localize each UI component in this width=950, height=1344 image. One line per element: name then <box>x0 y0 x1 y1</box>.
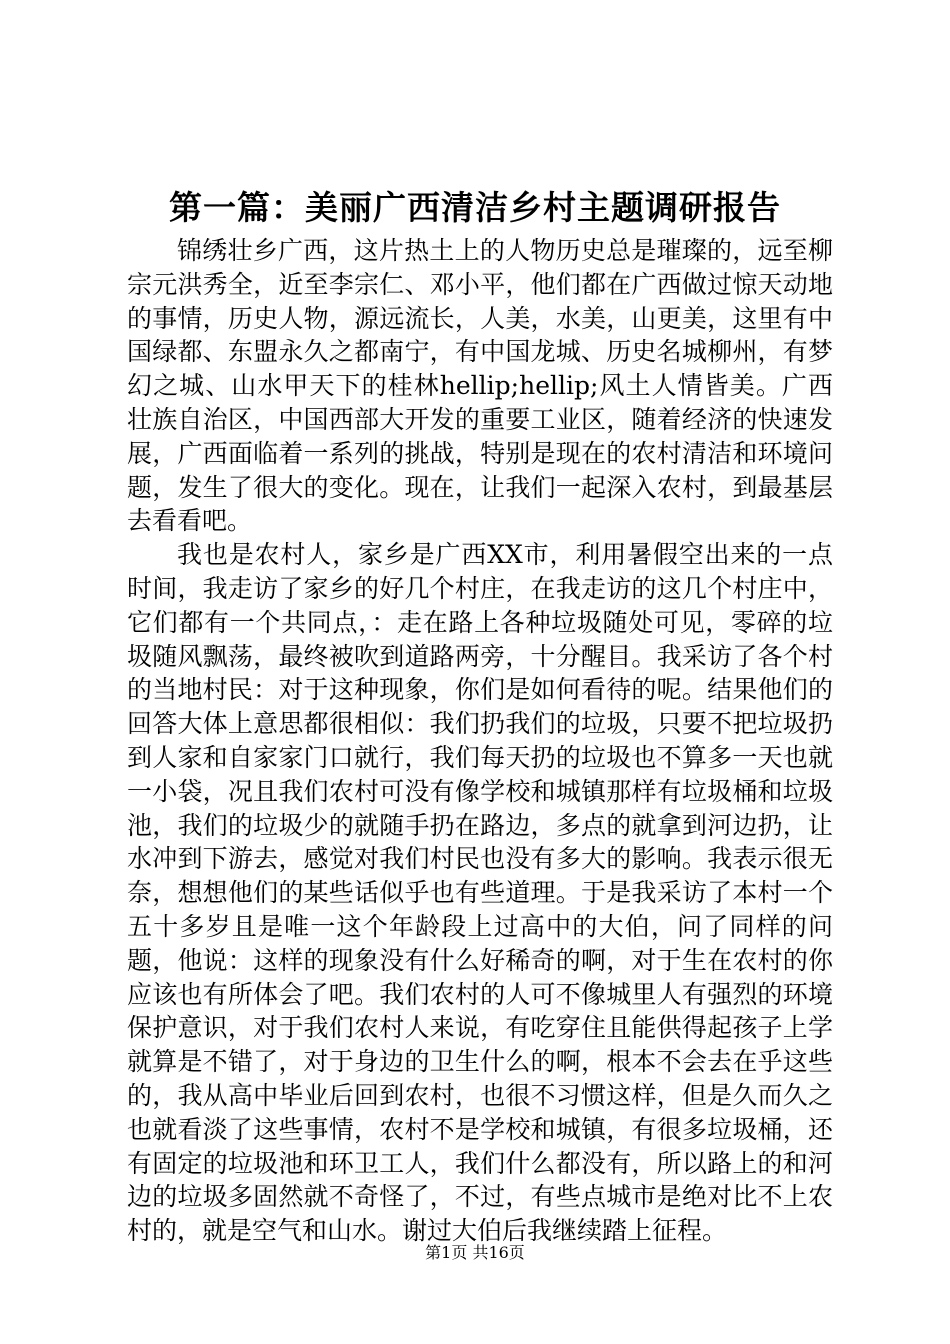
body-paragraph-1: 锦绣壮乡广西，这片热土上的人物历史总是璀璨的，远至柳宗元洪秀全，近至李宗仁、邓小平，他们都在广西做过惊天动地的事情，历史人物，源远流长，人美，水美，山更美，这里有中国绿都、东盟永久之都南宁，有中国龙城、历史名城柳州，有梦幻之城、山水甲天下的桂林hellip;hellip;风土人情皆美。广西壮族自治区，中国西部大开发的重要工业区，随着经济的快速发展，广西面临着一系列的挑战，特别是现在的农村清洁和环境问题，发生了很大的变化。现在，让我们一起深入农村，到最基层去看看吧。 <box>127 236 833 536</box>
document-title: 第一篇：美丽广西清洁乡村主题调研报告 <box>169 188 781 227</box>
page-number-footer: 第1页 共16页 <box>425 1243 525 1262</box>
document-body <box>127 234 833 1248</box>
body-paragraph-2: 我也是农村人，家乡是广西XX市，利用暑假空出来的一点时间，我走访了家乡的好几个村庄，在我走访的这几个村庄中，它们都有一个共同点，：走在路上各种垃圾随处可见，零碎的垃圾随风飘荡，最终被吹到道路两旁，十分醒目。我采访了各个村的当地村民：对于这种现象，你们是如何看待的呢。结果他们的回答大体上意思都很相似：我们扔我们的垃圾，只要不把垃圾扔到人家和自家家门口就行，我们每天扔的垃圾也不算多一天也就一小袋，况且我们农村可没有像学校和城镇那样有垃圾桶和垃圾池，我们的垃圾少的就随手扔在路边，多点的就拿到河边扔，让水冲到下游去，感觉对我们村民也没有多大的影响。我表示很无奈，想想他们的某些话似乎也有些道理。于是我采访了本村一个五十多岁且是唯一这个年龄段上过高中的大伯，问了同样的问题，他说：这样的现象没有什么好稀奇的啊，对于生在农村的你应该也有所体会了吧。我们农村的人可不像城里人有强烈的环境保护意识，对于我们农村人来说，有吃穿住且能供得起孩子上学就算是不错了，对于身边的卫生什么的啊，根本不会去在乎这些的，我从高中毕业后回到农村，也很不习惯这样，但是久而久之也就看淡了这些事情，农村不是学校和城镇，有很多垃圾桶，还有固定的垃圾池和环卫工人，我们什么都没有，所以路上的和河边的垃圾多固然就不奇怪了，不过，有些点城市是绝对比不上农村的，就是空气和山水。谢过大伯后我继续踏上征程。 <box>127 540 833 1246</box>
